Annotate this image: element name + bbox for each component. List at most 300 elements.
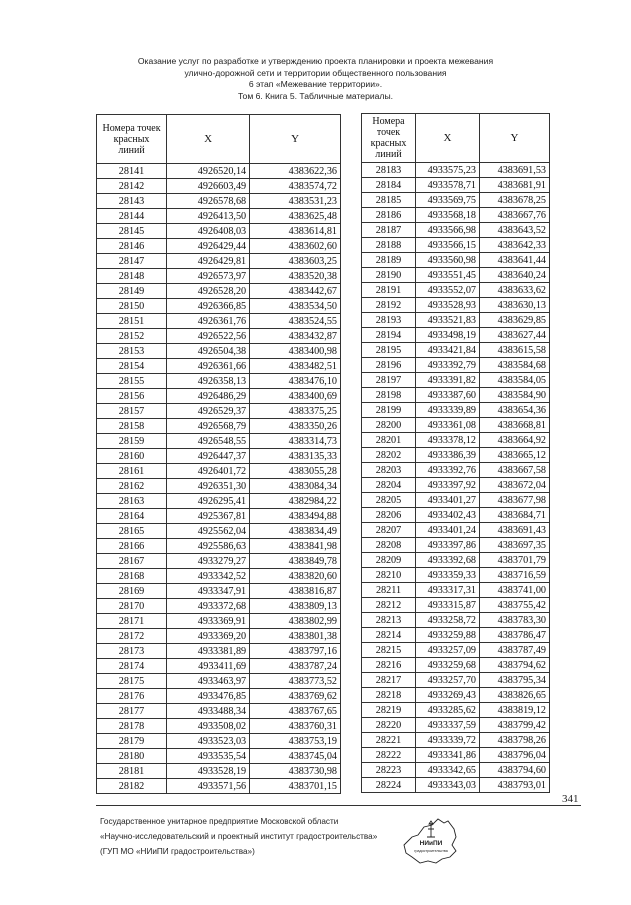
x-coordinate-cell: 4933488,34: [167, 704, 250, 719]
x-coordinate-cell: 4933521,83: [416, 313, 480, 328]
table-row: [362, 223, 550, 238]
table-row: [362, 433, 550, 448]
point-number-cell: 28186: [362, 208, 416, 223]
y-coordinate-cell: 4383816,87: [250, 584, 341, 599]
table-row: [362, 283, 550, 298]
y-coordinate-cell: 4383753,19: [250, 734, 341, 749]
x-coordinate-cell: 4925367,81: [167, 509, 250, 524]
point-number-cell: 28200: [362, 418, 416, 433]
x-coordinate-cell: 4933402,43: [416, 508, 480, 523]
point-number-cell: 28152: [97, 329, 167, 344]
table-row: [362, 763, 550, 778]
table-row: [97, 554, 341, 569]
x-coordinate-cell: 4926401,72: [167, 464, 250, 479]
point-number-cell: 28187: [362, 223, 416, 238]
point-number-cell: 28145: [97, 224, 167, 239]
point-number-cell: 28153: [97, 344, 167, 359]
logo-text-bottom: градостроительства: [414, 849, 448, 853]
point-number-cell: 28143: [97, 194, 167, 209]
y-coordinate-cell: 4383691,43: [480, 523, 550, 538]
footer-line-1: Государственное унитарное предприятие Московской области: [100, 817, 339, 826]
y-coordinate-cell: 4383584,05: [480, 373, 550, 388]
table-row: [362, 583, 550, 598]
point-number-cell: 28171: [97, 614, 167, 629]
point-number-cell: 28156: [97, 389, 167, 404]
y-coordinate-cell: 4383432,87: [250, 329, 341, 344]
x-coordinate-cell: 4933397,92: [416, 478, 480, 493]
x-coordinate-cell: 4933342,65: [416, 763, 480, 778]
y-coordinate-cell: 4383627,44: [480, 328, 550, 343]
x-coordinate-cell: 4926573,97: [167, 269, 250, 284]
table-row: [97, 194, 341, 209]
point-number-cell: 28154: [97, 359, 167, 374]
point-number-cell: 28220: [362, 718, 416, 733]
point-number-cell: 28190: [362, 268, 416, 283]
table-row: [362, 658, 550, 673]
logo-text-top: НИиПИ: [419, 840, 443, 847]
table-row: [362, 538, 550, 553]
point-number-cell: 28211: [362, 583, 416, 598]
table-row: [362, 448, 550, 463]
point-number-cell: 28157: [97, 404, 167, 419]
x-coordinate-cell: 4933257,09: [416, 643, 480, 658]
point-number-cell: 28194: [362, 328, 416, 343]
y-coordinate-cell: 4383520,38: [250, 269, 341, 284]
table-row: [362, 508, 550, 523]
coordinates-table-left: [96, 114, 341, 794]
point-number-cell: 28151: [97, 314, 167, 329]
table-row: [97, 359, 341, 374]
x-coordinate-cell: 4926447,37: [167, 449, 250, 464]
table-row: [97, 509, 341, 524]
x-coordinate-cell: 4926358,13: [167, 374, 250, 389]
point-number-cell: 28182: [97, 779, 167, 794]
point-number-cell: 28163: [97, 494, 167, 509]
y-coordinate-cell: 4383678,25: [480, 193, 550, 208]
point-number-cell: 28196: [362, 358, 416, 373]
table-row: [362, 553, 550, 568]
y-header: Y: [480, 114, 550, 163]
table-body-right: [362, 163, 550, 793]
point-number-cell: 28174: [97, 659, 167, 674]
point-number-cell: 28176: [97, 689, 167, 704]
table-row: [97, 644, 341, 659]
x-coordinate-cell: 4933566,98: [416, 223, 480, 238]
footer-line-3: (ГУП МО «НИиПИ градостроительства»): [100, 847, 255, 856]
y-coordinate-cell: 4383741,00: [480, 583, 550, 598]
table-row: [362, 523, 550, 538]
table-row: [97, 224, 341, 239]
point-number-cell: 28142: [97, 179, 167, 194]
y-coordinate-cell: 4383476,10: [250, 374, 341, 389]
x-coordinate-cell: 4926528,20: [167, 284, 250, 299]
table-row: [362, 358, 550, 373]
table-row: [362, 268, 550, 283]
y-coordinate-cell: 4383794,62: [480, 658, 550, 673]
page-number: 341: [562, 793, 579, 805]
table-row: [362, 463, 550, 478]
point-number-header: Номера точек красных линий: [97, 115, 167, 164]
x-coordinate-cell: 4933386,39: [416, 448, 480, 463]
x-coordinate-cell: 4926413,50: [167, 209, 250, 224]
x-coordinate-cell: 4933337,59: [416, 718, 480, 733]
point-number-cell: 28213: [362, 613, 416, 628]
document-footer: [100, 814, 377, 859]
x-coordinate-cell: 4933575,23: [416, 163, 480, 178]
point-number-cell: 28201: [362, 433, 416, 448]
point-number-cell: 28219: [362, 703, 416, 718]
table-row: [97, 599, 341, 614]
table-row: [362, 388, 550, 403]
y-coordinate-cell: 4383135,33: [250, 449, 341, 464]
x-coordinate-cell: 4933568,18: [416, 208, 480, 223]
x-coordinate-cell: 4926429,44: [167, 239, 250, 254]
table-row: [97, 659, 341, 674]
table-row: [362, 298, 550, 313]
table-row: [97, 239, 341, 254]
point-number-cell: 28192: [362, 298, 416, 313]
x-coordinate-cell: 4926361,76: [167, 314, 250, 329]
y-coordinate-cell: 4383629,85: [480, 313, 550, 328]
point-number-cell: 28148: [97, 269, 167, 284]
y-coordinate-cell: 4383730,98: [250, 764, 341, 779]
point-number-cell: 28149: [97, 284, 167, 299]
point-number-cell: 28161: [97, 464, 167, 479]
table-row: [97, 344, 341, 359]
x-coordinate-cell: 4926361,66: [167, 359, 250, 374]
y-coordinate-cell: 4383677,98: [480, 493, 550, 508]
point-number-cell: 28203: [362, 463, 416, 478]
y-coordinate-cell: 4383667,76: [480, 208, 550, 223]
point-number-cell: 28214: [362, 628, 416, 643]
table-row: [362, 328, 550, 343]
y-coordinate-cell: 4383794,60: [480, 763, 550, 778]
point-number-cell: 28202: [362, 448, 416, 463]
y-coordinate-cell: 4383755,42: [480, 598, 550, 613]
x-coordinate-cell: 4925562,04: [167, 524, 250, 539]
point-number-cell: 28160: [97, 449, 167, 464]
x-coordinate-cell: 4926351,30: [167, 479, 250, 494]
y-coordinate-cell: 4383793,01: [480, 778, 550, 793]
coordinates-table-right: [361, 113, 550, 793]
y-coordinate-cell: 4383664,92: [480, 433, 550, 448]
point-number-cell: 28209: [362, 553, 416, 568]
x-coordinate-cell: 4933571,56: [167, 779, 250, 794]
table-row: [97, 254, 341, 269]
table-row: [362, 778, 550, 793]
table-row: [362, 163, 550, 178]
table-row: [362, 418, 550, 433]
header-line-4: Том 6. Книга 5. Табличные материалы.: [237, 90, 394, 101]
document-header: [0, 56, 631, 102]
x-coordinate-cell: 4933317,31: [416, 583, 480, 598]
y-coordinate-cell: 4383602,60: [250, 239, 341, 254]
x-coordinate-cell: 4933359,33: [416, 568, 480, 583]
table-row: [362, 493, 550, 508]
table-row: [97, 179, 341, 194]
y-coordinate-cell: 4383769,62: [250, 689, 341, 704]
y-header: Y: [250, 115, 341, 164]
table-row: [97, 374, 341, 389]
y-coordinate-cell: 4383797,16: [250, 644, 341, 659]
y-coordinate-cell: 4382984,22: [250, 494, 341, 509]
x-coordinate-cell: 4933551,45: [416, 268, 480, 283]
footer-divider: [96, 805, 581, 806]
table-row: [362, 703, 550, 718]
y-coordinate-cell: 4383641,44: [480, 253, 550, 268]
y-coordinate-cell: 4383684,71: [480, 508, 550, 523]
y-coordinate-cell: 4383697,35: [480, 538, 550, 553]
table-row: [362, 718, 550, 733]
point-number-cell: 28166: [97, 539, 167, 554]
y-coordinate-cell: 4383716,59: [480, 568, 550, 583]
point-number-cell: 28185: [362, 193, 416, 208]
point-number-cell: 28162: [97, 479, 167, 494]
table-row: [362, 688, 550, 703]
x-coordinate-cell: 4933315,87: [416, 598, 480, 613]
point-number-cell: 28167: [97, 554, 167, 569]
point-number-cell: 28223: [362, 763, 416, 778]
point-number-cell: 28177: [97, 704, 167, 719]
table-row: [362, 568, 550, 583]
x-coordinate-cell: 4926366,85: [167, 299, 250, 314]
table-row: [97, 479, 341, 494]
x-coordinate-cell: 4933397,86: [416, 538, 480, 553]
x-coordinate-cell: 4933392,79: [416, 358, 480, 373]
y-coordinate-cell: 4383773,52: [250, 674, 341, 689]
y-coordinate-cell: 4383665,12: [480, 448, 550, 463]
table-row: [97, 704, 341, 719]
x-coordinate-cell: 4933339,89: [416, 403, 480, 418]
table-row: [97, 674, 341, 689]
table-row: [97, 464, 341, 479]
x-coordinate-cell: 4926504,38: [167, 344, 250, 359]
x-coordinate-cell: 4933552,07: [416, 283, 480, 298]
x-coordinate-cell: 4933341,86: [416, 748, 480, 763]
point-number-cell: 28199: [362, 403, 416, 418]
x-coordinate-cell: 4933566,15: [416, 238, 480, 253]
y-coordinate-cell: 4383802,99: [250, 614, 341, 629]
x-coordinate-cell: 4933347,91: [167, 584, 250, 599]
point-number-cell: 28141: [97, 164, 167, 179]
x-coordinate-cell: 4925586,63: [167, 539, 250, 554]
table-row: [97, 329, 341, 344]
point-number-cell: 28147: [97, 254, 167, 269]
x-coordinate-cell: 4926548,55: [167, 434, 250, 449]
y-coordinate-cell: 4383615,58: [480, 343, 550, 358]
x-coordinate-cell: 4933508,02: [167, 719, 250, 734]
point-number-cell: 28204: [362, 478, 416, 493]
y-coordinate-cell: 4383603,25: [250, 254, 341, 269]
point-number-cell: 28207: [362, 523, 416, 538]
x-coordinate-cell: 4933523,03: [167, 734, 250, 749]
table-row: [97, 299, 341, 314]
x-coordinate-cell: 4933569,75: [416, 193, 480, 208]
point-number-cell: 28215: [362, 643, 416, 658]
x-coordinate-cell: 4933369,91: [167, 614, 250, 629]
table-row: [97, 734, 341, 749]
x-coordinate-cell: 4933463,97: [167, 674, 250, 689]
point-number-cell: 28144: [97, 209, 167, 224]
point-number-cell: 28216: [362, 658, 416, 673]
x-coordinate-cell: 4926603,49: [167, 179, 250, 194]
table-row: [97, 689, 341, 704]
x-header: X: [416, 114, 480, 163]
x-coordinate-cell: 4933339,72: [416, 733, 480, 748]
point-number-cell: 28169: [97, 584, 167, 599]
table-row: [97, 614, 341, 629]
table-header-row: [362, 114, 550, 163]
y-coordinate-cell: 4383760,31: [250, 719, 341, 734]
y-coordinate-cell: 4383494,88: [250, 509, 341, 524]
institute-logo: [398, 815, 462, 865]
point-number-cell: 28222: [362, 748, 416, 763]
y-coordinate-cell: 4383691,53: [480, 163, 550, 178]
header-line-3: 6 этап «Межевание территории».: [248, 79, 383, 89]
table-row: [97, 494, 341, 509]
table-row: [97, 389, 341, 404]
table-row: [362, 238, 550, 253]
x-coordinate-cell: 4933392,68: [416, 553, 480, 568]
x-coordinate-cell: 4933372,68: [167, 599, 250, 614]
point-number-cell: 28205: [362, 493, 416, 508]
x-coordinate-cell: 4933421,84: [416, 343, 480, 358]
table-row: [362, 478, 550, 493]
y-coordinate-cell: 4383668,81: [480, 418, 550, 433]
x-coordinate-cell: 4933259,68: [416, 658, 480, 673]
y-coordinate-cell: 4383640,24: [480, 268, 550, 283]
table-row: [97, 629, 341, 644]
y-coordinate-cell: 4383614,81: [250, 224, 341, 239]
point-number-header: Номера точек красных линий: [362, 114, 416, 163]
y-coordinate-cell: 4383314,73: [250, 434, 341, 449]
y-coordinate-cell: 4383787,24: [250, 659, 341, 674]
x-coordinate-cell: 4933361,08: [416, 418, 480, 433]
y-coordinate-cell: 4383809,13: [250, 599, 341, 614]
table-row: [97, 284, 341, 299]
y-coordinate-cell: 4383654,36: [480, 403, 550, 418]
table-row: [97, 419, 341, 434]
x-coordinate-cell: 4933560,98: [416, 253, 480, 268]
y-coordinate-cell: 4383819,12: [480, 703, 550, 718]
x-coordinate-cell: 4933285,62: [416, 703, 480, 718]
y-coordinate-cell: 4383787,49: [480, 643, 550, 658]
point-number-cell: 28221: [362, 733, 416, 748]
table-row: [97, 719, 341, 734]
table-row: [362, 613, 550, 628]
point-number-cell: 28168: [97, 569, 167, 584]
y-coordinate-cell: 4383795,34: [480, 673, 550, 688]
y-coordinate-cell: 4383672,04: [480, 478, 550, 493]
table-row: [97, 764, 341, 779]
x-coordinate-cell: 4933387,60: [416, 388, 480, 403]
y-coordinate-cell: 4383375,25: [250, 404, 341, 419]
y-coordinate-cell: 4383055,28: [250, 464, 341, 479]
x-coordinate-cell: 4926408,03: [167, 224, 250, 239]
y-coordinate-cell: 4383801,38: [250, 629, 341, 644]
x-coordinate-cell: 4926486,29: [167, 389, 250, 404]
point-number-cell: 28170: [97, 599, 167, 614]
point-number-cell: 28165: [97, 524, 167, 539]
y-coordinate-cell: 4383767,65: [250, 704, 341, 719]
table-row: [97, 569, 341, 584]
table-row: [97, 779, 341, 794]
x-coordinate-cell: 4926429,81: [167, 254, 250, 269]
point-number-cell: 28178: [97, 719, 167, 734]
table-row: [362, 403, 550, 418]
table-row: [97, 314, 341, 329]
y-coordinate-cell: 4383798,26: [480, 733, 550, 748]
y-coordinate-cell: 4383701,79: [480, 553, 550, 568]
y-coordinate-cell: 4383783,30: [480, 613, 550, 628]
y-coordinate-cell: 4383701,15: [250, 779, 341, 794]
point-number-cell: 28198: [362, 388, 416, 403]
x-coordinate-cell: 4933401,24: [416, 523, 480, 538]
x-coordinate-cell: 4933411,69: [167, 659, 250, 674]
point-number-cell: 28179: [97, 734, 167, 749]
header-line-1: Оказание услуг по разработке и утверждению проекта планировки и проекта межевания: [137, 56, 494, 66]
y-coordinate-cell: 4383799,42: [480, 718, 550, 733]
x-coordinate-cell: 4933528,19: [167, 764, 250, 779]
point-number-cell: 28146: [97, 239, 167, 254]
table-row: [97, 749, 341, 764]
x-coordinate-cell: 4926529,37: [167, 404, 250, 419]
y-coordinate-cell: 4383625,48: [250, 209, 341, 224]
x-coordinate-cell: 4933401,27: [416, 493, 480, 508]
table-row: [97, 449, 341, 464]
x-coordinate-cell: 4926522,56: [167, 329, 250, 344]
y-coordinate-cell: 4383745,04: [250, 749, 341, 764]
x-coordinate-cell: 4926578,68: [167, 194, 250, 209]
table-row: [362, 193, 550, 208]
point-number-cell: 28189: [362, 253, 416, 268]
x-coordinate-cell: 4933369,20: [167, 629, 250, 644]
point-number-cell: 28206: [362, 508, 416, 523]
point-number-cell: 28212: [362, 598, 416, 613]
point-number-cell: 28150: [97, 299, 167, 314]
x-coordinate-cell: 4933378,12: [416, 433, 480, 448]
x-coordinate-cell: 4933259,88: [416, 628, 480, 643]
y-coordinate-cell: 4383796,04: [480, 748, 550, 763]
y-coordinate-cell: 4383643,52: [480, 223, 550, 238]
y-coordinate-cell: 4383642,33: [480, 238, 550, 253]
y-coordinate-cell: 4383524,55: [250, 314, 341, 329]
table-row: [362, 208, 550, 223]
point-number-cell: 28173: [97, 644, 167, 659]
table-row: [362, 313, 550, 328]
footer-line-2: «Научно-исследовательский и проектный институт градостроительства»: [100, 832, 378, 841]
x-coordinate-cell: 4933279,27: [167, 554, 250, 569]
point-number-cell: 28164: [97, 509, 167, 524]
y-coordinate-cell: 4383834,49: [250, 524, 341, 539]
point-number-cell: 28183: [362, 163, 416, 178]
x-coordinate-cell: 4926568,79: [167, 419, 250, 434]
y-coordinate-cell: 4383574,72: [250, 179, 341, 194]
point-number-cell: 28181: [97, 764, 167, 779]
point-number-cell: 28172: [97, 629, 167, 644]
point-number-cell: 28224: [362, 778, 416, 793]
point-number-cell: 28159: [97, 434, 167, 449]
table-row: [362, 748, 550, 763]
y-coordinate-cell: 4383350,26: [250, 419, 341, 434]
point-number-cell: 28155: [97, 374, 167, 389]
x-coordinate-cell: 4933498,19: [416, 328, 480, 343]
y-coordinate-cell: 4383400,69: [250, 389, 341, 404]
point-number-cell: 28184: [362, 178, 416, 193]
y-coordinate-cell: 4383820,60: [250, 569, 341, 584]
x-coordinate-cell: 4933391,82: [416, 373, 480, 388]
point-number-cell: 28208: [362, 538, 416, 553]
